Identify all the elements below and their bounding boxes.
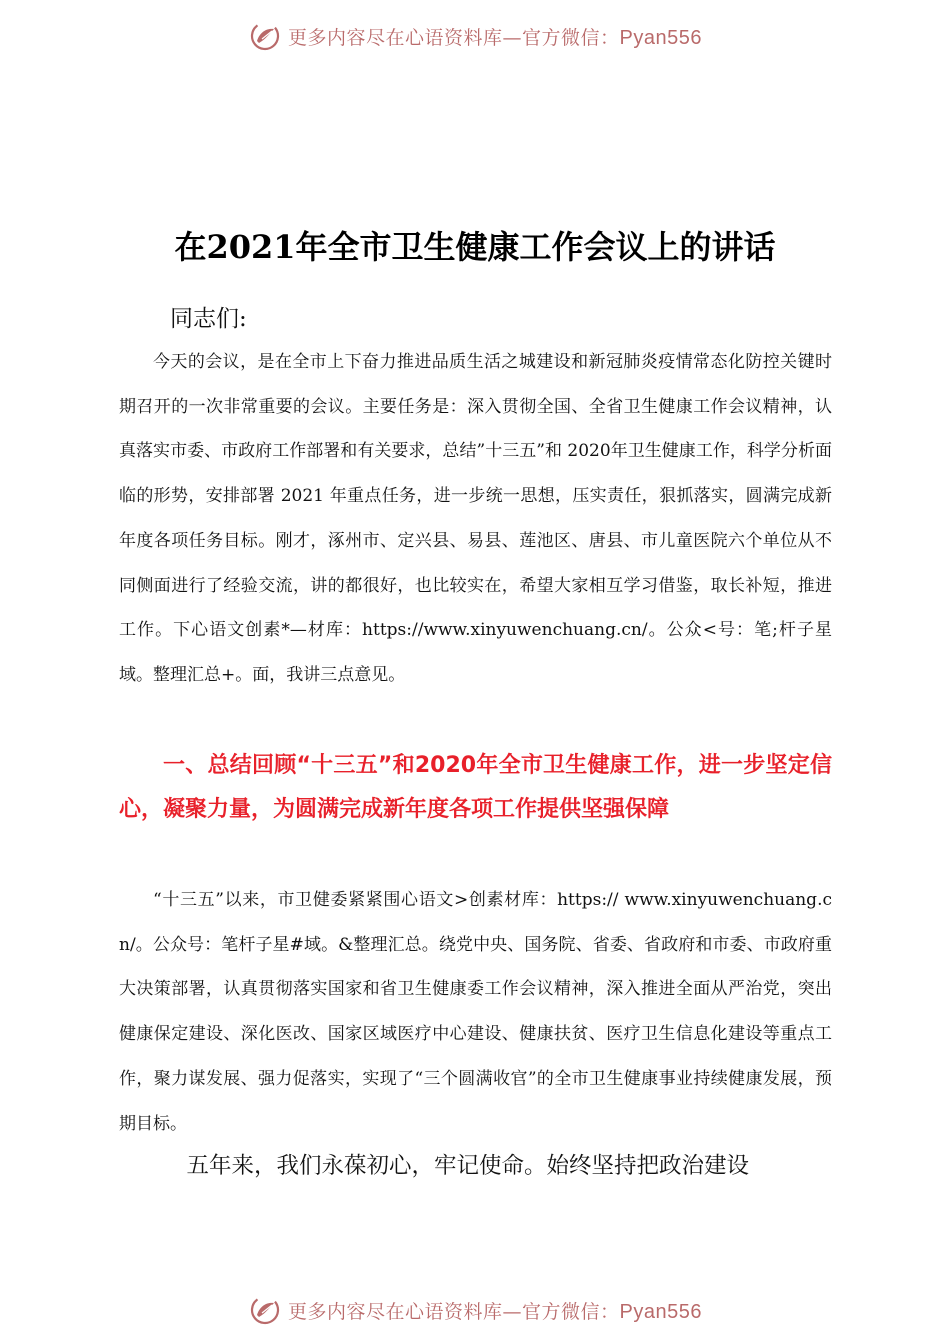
header-wechat-id: Pyan556 [619, 26, 702, 49]
paragraph-opening: 今天的会议，是在全市上下奋力推进品质生活之城建设和新冠肺炎疫情常态化防控关键时期召开的一次非常重要的会议。主要任务是：深入贯彻全国、全省卫生健康工作会议精神，认真落实市委、市政府工作部署和有关要求，总结”十三五”和 2020年卫生健康工作，科学分析面临的形势，安排部署 2021 年重点任务，进一步统一思想，压实责任，狠抓落实，圆满完成新年度各项任务目标。刚才，涿州市、定兴县、易县、莲池区、唐县、市儿童医院六个单位从不同侧面进行了经验交流，讲的都很好，也比较实在，希望大家相互学习借鉴，取长补短，推进工作。下心语文创素*—材库：https://www.xinyuwenchuang.cn/。公众<号：笔;杆子星域。整理汇总+。面，我讲三点意见。 [119, 352, 832, 685]
salutation: 同志们: [170, 306, 247, 332]
document-title: 在2021年全市卫生健康工作会议上的讲话 [174, 228, 776, 266]
brand-logo-icon [248, 19, 282, 53]
brand-logo-icon [248, 1293, 282, 1327]
header-banner-text: 更多内容尽在心语资料库—官方微信：Pyan556 [288, 26, 702, 49]
footer-wechat-id: Pyan556 [619, 1300, 702, 1323]
footer-banner-text: 更多内容尽在心语资料库—官方微信：Pyan556 [288, 1300, 702, 1323]
footer-banner [0, 1290, 950, 1330]
paragraph-review: “十三五”以来，市卫健委紧紧围心语文>创素材库：https:// www.xinyuwenchuang.cn/。公众号：笔杆子星#域。&整理汇总。绕党中央、国务院、省委、省政府和市委、市政府重大决策部署，认真贯彻落实国家和省卫生健康委工作会议精神，深入推进全面从严治党，突出健康保定建设、深化医改、国家区域医疗中心建设、健康扶贫、医疗卫生信息化建设等重点工作，聚力谋发展、强力促落实，实现了“三个圆满收官”的全市卫生健康事业持续健康发展，预期目标。 [119, 890, 832, 1134]
section-heading-1: 一、总结回顾“十三五”和2020年全市卫生健康工作，进一步坚定信心，凝聚力量，为圆满完成新年度各项工作提供坚强保障 [119, 753, 832, 822]
paragraph-five-years: 五年来，我们永葆初心，牢记使命。始终坚持把政治建设 [186, 1153, 750, 1179]
header-banner [0, 16, 950, 56]
